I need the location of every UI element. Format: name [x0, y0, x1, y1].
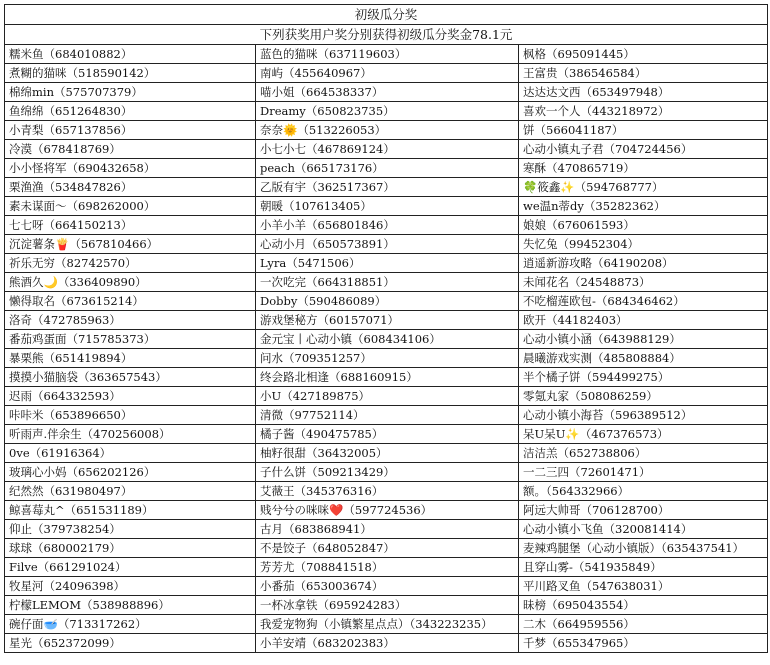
table-row: [5, 444, 768, 463]
table-row: [5, 102, 768, 121]
winner-cell: 心动小镇小海苔（596389512）: [519, 406, 768, 425]
winner-cell: 芳芳尤（708841518）: [256, 558, 519, 577]
winner-cell: 栗渔渔（534847826）: [5, 178, 256, 197]
winner-cell: 棉绵min（575707379）: [5, 83, 256, 102]
winner-cell: 一二三四（72601471）: [519, 463, 768, 482]
table-row: [5, 501, 768, 520]
winner-cell: 不吃榴莲欧包-（684346462）: [519, 292, 768, 311]
winner-cell: 牧星河（24096398）: [5, 577, 256, 596]
table-row: [5, 577, 768, 596]
winner-cell: 七七呀（664150213）: [5, 216, 256, 235]
table-row: [5, 615, 768, 634]
winner-cell: 小U（427189875）: [256, 387, 519, 406]
winner-cell: 熊酒久🌙（336409890）: [5, 273, 256, 292]
winner-cell: 失忆兔（99452304）: [519, 235, 768, 254]
table-subtitle: 下列获奖用户奖分别获得初级瓜分奖金78.1元: [5, 25, 768, 45]
winner-cell: 小羊安靖（683202383）: [256, 634, 519, 653]
winner-cell: 不是饺子（648052847）: [256, 539, 519, 558]
winner-cell: 咔咔米（653896650）: [5, 406, 256, 425]
winner-cell: 0ve（61916364）: [5, 444, 256, 463]
winner-cell: 王富贵（386546584）: [519, 64, 768, 83]
winner-cell: 橘子酱（490475785）: [256, 425, 519, 444]
title-row: [5, 5, 768, 25]
table-row: [5, 330, 768, 349]
winners-table: [4, 4, 768, 653]
winner-cell: 鱼绵绵（651264830）: [5, 102, 256, 121]
winner-cell: 麦辣鸡腿堡（心动小镇版）（635437541）: [519, 539, 768, 558]
winner-cell: 纪然然（631980497）: [5, 482, 256, 501]
table-row: [5, 254, 768, 273]
table-row: [5, 349, 768, 368]
table-row: [5, 159, 768, 178]
winner-cell: 奈奈🌞（513226053）: [256, 121, 519, 140]
table-row: [5, 64, 768, 83]
winner-cell: 柠檬LEMOM（538988896）: [5, 596, 256, 615]
table-row: [5, 482, 768, 501]
table-row: [5, 235, 768, 254]
table-row: [5, 45, 768, 64]
winner-cell: 祈乐无穷（82742570）: [5, 254, 256, 273]
winner-cell: 一杯冰拿铁（695924283）: [256, 596, 519, 615]
table-row: [5, 311, 768, 330]
winner-cell: 古月（683868941）: [256, 520, 519, 539]
winner-cell: 额。（564332966）: [519, 482, 768, 501]
winner-cell: 贱兮兮の咪咪❤️（597724536）: [256, 501, 519, 520]
winner-cell: 呆U呆U✨（467376573）: [519, 425, 768, 444]
winner-cell: Filve（661291024）: [5, 558, 256, 577]
table-row: [5, 273, 768, 292]
winner-cell: 饼（566041187）: [519, 121, 768, 140]
winner-cell: 素未谋面～（698262000）: [5, 197, 256, 216]
winner-cell: 终会路北相逢（688160915）: [256, 368, 519, 387]
winner-cell: 子什么饼（509213429）: [256, 463, 519, 482]
winner-cell: 心动小镇小飞鱼（320081414）: [519, 520, 768, 539]
winner-cell: 心动小月（650573891）: [256, 235, 519, 254]
winner-cell: 小番茄（653003674）: [256, 577, 519, 596]
winner-cell: 寒酥（470865719）: [519, 159, 768, 178]
table-row: [5, 425, 768, 444]
winner-cell: 问水（709351257）: [256, 349, 519, 368]
table-row: [5, 121, 768, 140]
table-row: [5, 387, 768, 406]
winner-cell: 玻璃心小妈（656202126）: [5, 463, 256, 482]
winner-cell: 洁洁羔（652738806）: [519, 444, 768, 463]
table-row: [5, 178, 768, 197]
winner-cell: 星光（652372099）: [5, 634, 256, 653]
winner-cell: we温n蒂dy（35282362）: [519, 197, 768, 216]
winner-cell: 喵小姐（664538337）: [256, 83, 519, 102]
winner-cell: 枫格（695091445）: [519, 45, 768, 64]
winner-cell: 南屿（455640967）: [256, 64, 519, 83]
table-row: [5, 216, 768, 235]
subtitle-row: [5, 25, 768, 45]
winner-cell: 逍遥新游攻略（64190208）: [519, 254, 768, 273]
winner-cell: 零氪丸家（508086259）: [519, 387, 768, 406]
table-row: [5, 83, 768, 102]
winner-cell: 小小怪将军（690432658）: [5, 159, 256, 178]
winner-cell: 懒得取名（673615214）: [5, 292, 256, 311]
winner-cell: 冷漠（678418769）: [5, 140, 256, 159]
winner-cell: 煮糊的猫咪（518590142）: [5, 64, 256, 83]
winner-cell: 金元宝丨心动小镇（608434106）: [256, 330, 519, 349]
table-row: [5, 368, 768, 387]
winner-cell: Dobby（590486089）: [256, 292, 519, 311]
winner-cell: 听雨声.伴余生（470256008）: [5, 425, 256, 444]
winner-cell: 小青梨（657137856）: [5, 121, 256, 140]
winner-cell: 糯米鱼（684010882）: [5, 45, 256, 64]
winner-cell: 千梦（655347965）: [519, 634, 768, 653]
winner-cell: Lyra（5471506）: [256, 254, 519, 273]
table-row: [5, 292, 768, 311]
winner-cell: 我爱宠物狗（小镇繁星点点）（343223235）: [256, 615, 519, 634]
table-row: [5, 197, 768, 216]
winner-cell: 小七小七（467869124）: [256, 140, 519, 159]
table-row: [5, 463, 768, 482]
winner-cell: 二木（664959556）: [519, 615, 768, 634]
table-row: [5, 558, 768, 577]
winner-cell: 暴栗熊（651419894）: [5, 349, 256, 368]
winner-cell: 艾薇王（345376316）: [256, 482, 519, 501]
winner-cell: 蓝色的猫咪（637119603）: [256, 45, 519, 64]
winner-cell: 未闻花名（24548873）: [519, 273, 768, 292]
winner-cell: 娘娘（676061593）: [519, 216, 768, 235]
winner-cell: 达达达文西（653497948）: [519, 83, 768, 102]
winner-cell: 柚籽很甜（36432005）: [256, 444, 519, 463]
winner-cell: 清微（97752114）: [256, 406, 519, 425]
winner-cell: 乙版有宇（362517367）: [256, 178, 519, 197]
winner-cell: 喜欢一个人（443218972）: [519, 102, 768, 121]
table-title: 初级瓜分奖: [5, 5, 768, 25]
winner-cell: 欧开（44182403）: [519, 311, 768, 330]
table-row: [5, 539, 768, 558]
winner-cell: 仰止（379738254）: [5, 520, 256, 539]
winner-cell: 晨曦游戏实测（485808884）: [519, 349, 768, 368]
winner-cell: 番茄鸡蛋面（715785373）: [5, 330, 256, 349]
winner-cell: 心动小镇丸子君（704724456）: [519, 140, 768, 159]
winner-cell: 沉淀薯条🍟（567810466）: [5, 235, 256, 254]
winner-cell: 洛奇（472785963）: [5, 311, 256, 330]
winner-cell: 且穿山雾-（541935849）: [519, 558, 768, 577]
winner-cell: 球球（680002179）: [5, 539, 256, 558]
winner-cell: 迟雨（664332593）: [5, 387, 256, 406]
winner-cell: 碗仔面🥣（713317262）: [5, 615, 256, 634]
winner-cell: 半个橘子饼（594499275）: [519, 368, 768, 387]
winner-cell: 阿远大帅哥（706128700）: [519, 501, 768, 520]
winner-cell: 小羊小羊（656801846）: [256, 216, 519, 235]
winner-cell: Dreamy（650823735）: [256, 102, 519, 121]
winner-cell: 摸摸小猫脑袋（363657543）: [5, 368, 256, 387]
winner-cell: 游戏堡秘方（60157071）: [256, 311, 519, 330]
winner-cell: 心动小镇小涵（643988129）: [519, 330, 768, 349]
winner-cell: 🍀筱鑫✨（594768777）: [519, 178, 768, 197]
winner-cell: 昧榜（695043554）: [519, 596, 768, 615]
table-row: [5, 140, 768, 159]
winner-cell: 一次吃完（664318851）: [256, 273, 519, 292]
winner-cell: peach（665173176）: [256, 159, 519, 178]
table-row: [5, 406, 768, 425]
winner-cell: 朝暖（107613405）: [256, 197, 519, 216]
table-row: [5, 634, 768, 653]
winner-cell: 平川路叉鱼（547638031）: [519, 577, 768, 596]
table-row: [5, 520, 768, 539]
table-row: [5, 596, 768, 615]
winner-cell: 鲸喜莓丸^（651531189）: [5, 501, 256, 520]
